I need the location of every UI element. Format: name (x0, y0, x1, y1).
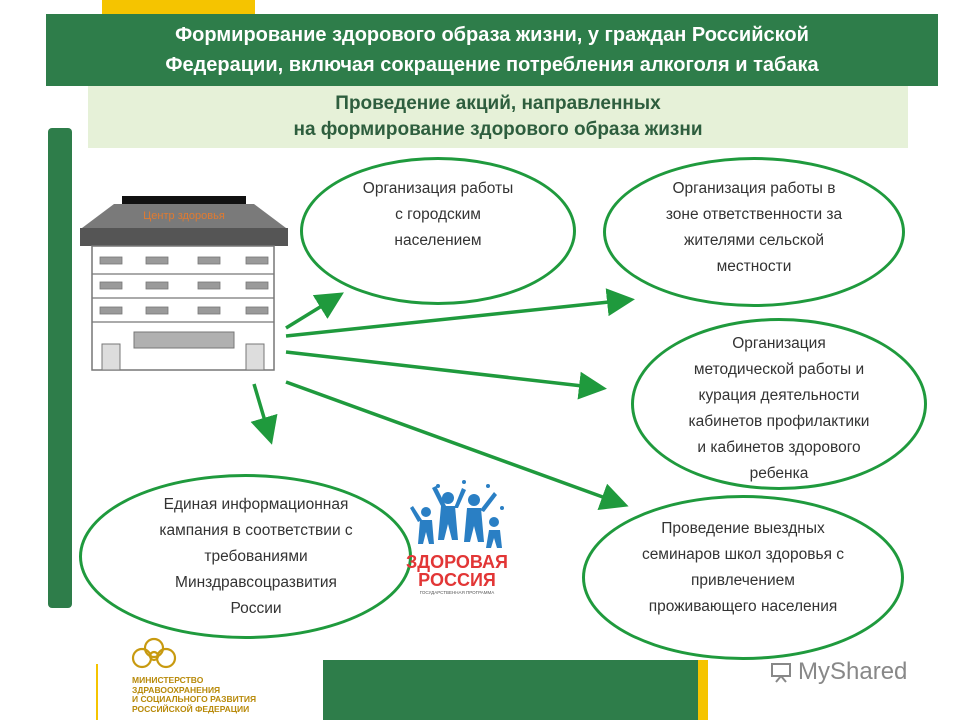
bubble-3-line-4: кабинетов профилактики (688, 413, 870, 430)
bubble-2-line-2: зоне ответственности за (665, 206, 843, 223)
bubble-urban-population (300, 157, 576, 305)
bubble-5-line-2: семинаров школ здоровья с (641, 546, 845, 563)
logo-text-line-2: РОССИЯ (418, 570, 496, 590)
title-line-2: Федерации, включая сокращение потребления алкоголя и табака (165, 54, 819, 76)
bubble-1-line-2: с городским (395, 206, 481, 223)
bubble-2-line-3: жителями сельской (683, 232, 825, 249)
subtitle-line-1: Проведение акций, направленных (335, 93, 661, 114)
bubble-3-line-6: ребенка (749, 465, 809, 482)
bubble-field-seminars (582, 495, 904, 660)
bubble-methodical-work (631, 318, 927, 490)
bubble-4-line-5: России (230, 599, 282, 617)
bubble-1-line-1: Организация работы (362, 180, 514, 197)
arrow-to-methodical (286, 352, 600, 388)
bubble-5-line-3: привлечением (691, 572, 795, 589)
ministry-line-3: И СОЦИАЛЬНОГО РАЗВИТИЯ (132, 694, 257, 704)
bubble-5-line-4: проживающего населения (648, 598, 838, 615)
subtitle-line-2: на формирование здорового образа жизни (293, 119, 703, 140)
bubble-information-campaign (79, 474, 412, 639)
bubble-1-line-3: населением (394, 232, 482, 249)
bubble-2-line-4: местности (716, 258, 792, 275)
watermark (770, 658, 907, 686)
bubble-4-line-1: Единая информационная (163, 495, 349, 513)
ministry-divider (96, 664, 98, 720)
ministry-line-4: РОССИЙСКОЙ ФЕДЕРАЦИИ (132, 703, 250, 714)
title-line-1: Формирование здорового образа жизни, у граждан Российской (175, 24, 809, 46)
bubble-2-line-1: Организация работы в (672, 180, 836, 197)
ministry-line-1: МИНИСТЕРСТВО (132, 675, 204, 685)
bottom-yellow-bar (698, 660, 708, 720)
bottom-green-bar (323, 660, 698, 720)
bubble-4-line-2: кампания в соответствии с (159, 521, 353, 539)
ministry-line-2: ЗДРАВООХРАНЕНИЯ (132, 684, 221, 695)
bubble-rural-residents (603, 157, 905, 307)
center-label: Центр здоровья (143, 210, 225, 222)
bubble-3-line-5: и кабинетов здорового (697, 439, 861, 456)
people-figures-icon (410, 486, 502, 548)
watermark-text: MyShared (798, 658, 908, 685)
bubble-4-line-3: требованиями (204, 547, 308, 565)
bubble-3-line-3: курация деятельности (698, 387, 860, 404)
ministry-emblem-icon (124, 636, 184, 676)
arrow-to-rural (286, 300, 628, 336)
logo-text-line-3: ГОСУДАРСТВЕННАЯ ПРОГРАММА (419, 590, 495, 595)
bubble-3-line-1: Организация (732, 335, 826, 352)
bubble-5-line-1: Проведение выездных (661, 520, 825, 537)
ministry-name (132, 676, 332, 714)
bubble-3-line-2: методической работы и (693, 361, 865, 378)
logo-text-line-1: ЗДОРОВАЯ (406, 552, 508, 572)
arrow-to-urban (286, 296, 338, 328)
arrow-to-campaign (254, 384, 270, 438)
bubble-4-line-4: Минздравсоцразвития (175, 573, 337, 591)
presentation-board-icon (770, 661, 792, 683)
healthy-russia-logo (404, 478, 510, 596)
